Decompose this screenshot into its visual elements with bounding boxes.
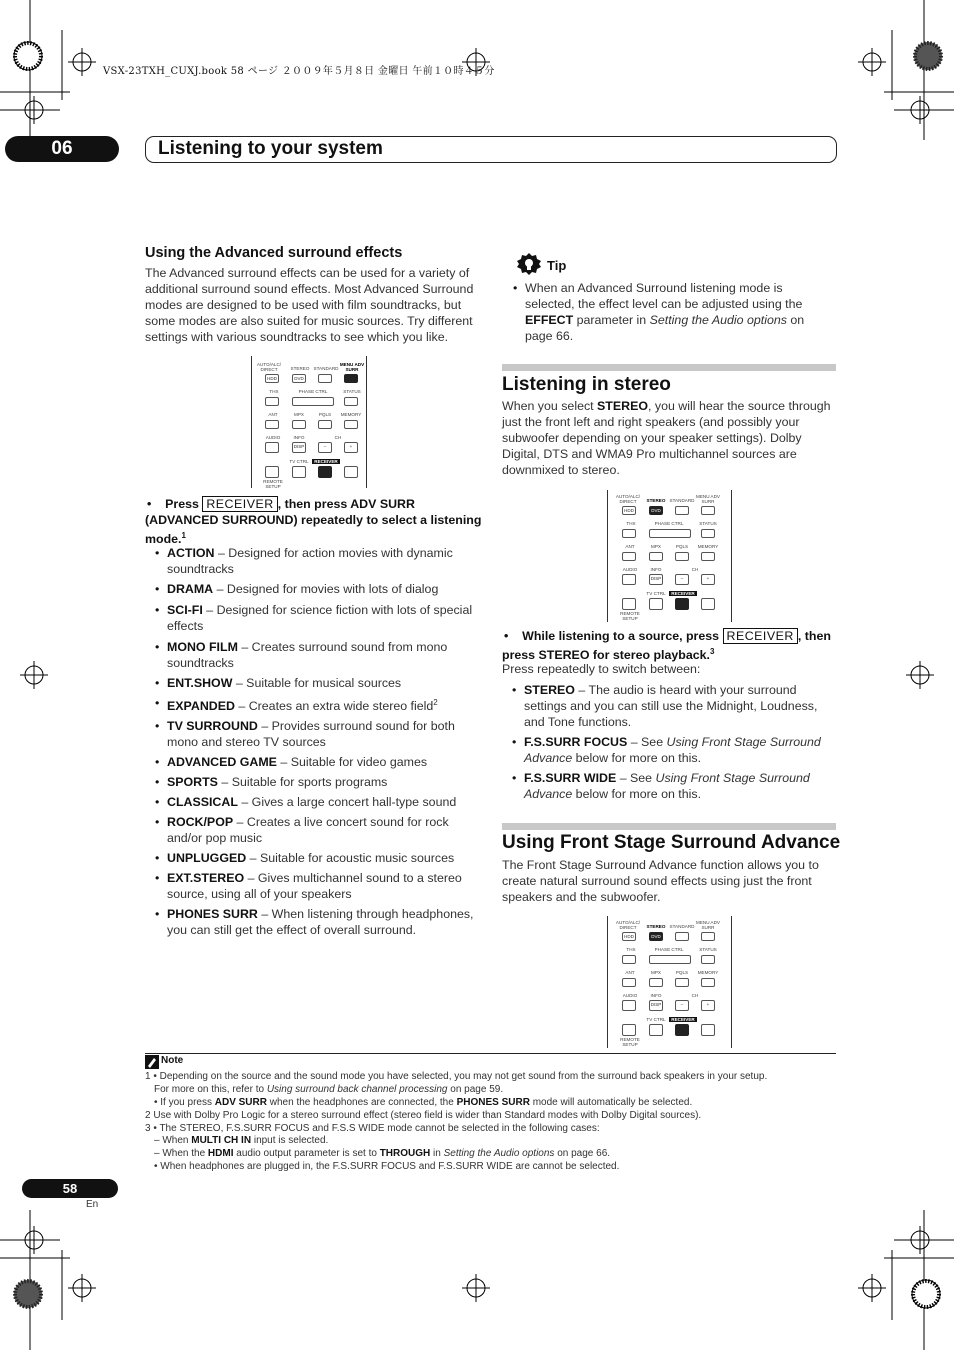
note-divider [145,1053,836,1054]
remote-label-pqls: PQLS [675,970,689,975]
remote-standard-button[interactable] [675,506,689,515]
remote-ch-minus-button[interactable]: – [318,442,332,453]
list-item: • EXT.STEREO – Gives multichannel sound to a stereo source, using all of your speakers [145,870,485,902]
remote-label-phase: PHASE CTRL [654,521,684,526]
list-item: • UNPLUGGED – Suitable for acoustic music sources [145,850,485,866]
remote-thx-button[interactable] [265,397,279,406]
remote-phase-ctrl-button[interactable] [649,529,691,538]
remote-setup-button[interactable] [622,598,636,610]
footnote-line: 1 • Depending on the source and the sound mode you have selected, you may not get sound from the surround back speakers in your setup. [145,1071,768,1082]
note-label: Note [161,1055,184,1066]
remote-label-tv-ctrl: TV CTRL [646,1017,666,1022]
remote-label-stereo: STEREO [646,924,666,929]
list-item: • SCI-FI – Designed for science fiction with lots of special effects [145,602,485,634]
section-heading-stereo: Listening in stereo [502,374,671,395]
footnote-line: – When MULTI CH IN input is selected. [154,1135,329,1146]
remote-light-button[interactable] [701,1024,715,1036]
remote-setup-button[interactable] [622,1024,636,1036]
remote-label-remote-setup: REMOTE SETUP [620,611,640,621]
remote-label-ant: ANT [625,544,635,549]
remote-status-button[interactable] [701,955,715,964]
remote-label-ant: ANT [625,970,635,975]
list-item: • DRAMA – Designed for movies with lots of dialog [145,581,485,597]
remote-illustration-adv-surr [251,356,367,488]
chapter-title: Listening to your system [145,136,837,163]
footnote-line: 3 • The STEREO, F.S.SURR FOCUS and F.S.S WIDE mode cannot be selected in the following cases: [145,1123,600,1134]
list-item: • CLASSICAL – Gives a large concert hall-type sound [145,794,485,810]
footnote-ref-1: 1 [181,531,186,540]
chapter-number: 06 [5,136,119,162]
remote-standard-button[interactable] [675,932,689,941]
list-item: • MONO FILM – Creates surround sound from mono soundtracks [145,639,485,671]
list-item: • TV SURROUND – Provides surround sound for both mono and stereo TV sources [145,718,485,750]
remote-label-menu-adv-surr: MENU ADV SURR [696,494,720,504]
footnote-ref-2: 2 [433,698,438,707]
remote-pqls-button[interactable] [318,420,332,429]
remote-receiver-button[interactable] [675,598,689,610]
remote-tv-ctrl-button[interactable] [649,598,663,610]
remote-label-remote-setup: REMOTE SETUP [263,479,283,489]
remote-receiver-button[interactable] [675,1024,689,1036]
list-item: • EXPANDED – Creates an extra wide stereo field$^2$ [145,695,485,714]
remote-standard-button[interactable] [318,374,332,383]
remote-audio-button[interactable] [622,1000,636,1011]
stereo-step-sub: Press repeatedly to switch between: [502,662,701,676]
remote-hdd-button[interactable]: HDD [265,374,279,383]
remote-label-audio: AUDIO [622,567,638,572]
remote-setup-button[interactable] [265,466,279,478]
tip-text: • When an Advanced Surround listening mode is selected, the effect level can be adjusted using the EFFECT parameter in Setting the Audio options on page 66. [503,280,833,344]
footnote-line: 2 Use with Dolby Pro Logic for a stereo surround effect (stereo field is wider than Standard modes with Dolby Digital sources). [145,1110,702,1121]
remote-mpx-button[interactable] [649,552,663,561]
remote-label-tv-ctrl: TV CTRL [289,459,309,464]
remote-disp-button[interactable]: DISP [649,574,663,585]
remote-label-status: STATUS [699,947,717,952]
remote-label-mpx: MPX [651,544,661,549]
remote-label-memory: MEMORY [340,412,362,417]
step-instruction: , then press ADV SURR (ADVANCED SURROUND) repeatedly to select a listening mode. [145,497,482,547]
remote-ch-plus-button[interactable]: + [701,574,715,585]
remote-ant-button[interactable] [622,552,636,561]
remote-phase-ctrl-button[interactable] [649,955,691,964]
receiver-key-label: RECEIVER [202,496,277,512]
remote-label-status: STATUS [343,389,361,394]
remote-status-button[interactable] [344,397,358,406]
remote-disp-button[interactable]: DISP [292,442,306,453]
section-heading-advanced-surround: Using the Advanced surround effects [145,245,403,261]
remote-illustration-fssa [607,916,732,1048]
footnote-ref-3: 3 [709,647,715,656]
remote-label-receiver: RECEIVER [669,591,697,596]
remote-hdd-button[interactable]: HDD [622,932,636,941]
remote-label-audio: AUDIO [622,993,638,998]
remote-label-stereo: STEREO [290,366,310,371]
list-item: • ADVANCED GAME – Suitable for video games [145,754,485,770]
stereo-paragraph: When you select STEREO, you will hear the source through just the front left and right speakers (and possibly your subwoofer depending on your speaker settings). Dolby Digital, DTS and WMA9 Pro multichannel sources are downmixed to stereo. [502,399,831,477]
remote-label-mpx: MPX [294,412,304,417]
receiver-key-label: RECEIVER [723,628,798,644]
remote-label-pqls: PQLS [675,544,689,549]
fssa-paragraph: The Front Stage Surround Advance function allows you to create natural surround sound effects using just the front speakers and the subwoofer. [502,858,819,904]
remote-label-ch: CH [691,567,699,572]
footnote-line: • If you press ADV SURR when the headphones are connected, the PHONES SURR mode will automatically be selected. [154,1097,693,1108]
tip-list [503,280,833,348]
remote-label-receiver: RECEIVER [669,1017,697,1022]
remote-label-phase: PHASE CTRL [298,389,328,394]
remote-tv-ctrl-button[interactable] [649,1024,663,1036]
remote-label-receiver: RECEIVER [312,459,340,464]
remote-label-ch: CH [334,435,342,440]
remote-light-button[interactable] [701,598,715,610]
remote-ch-plus-button[interactable]: + [344,442,358,453]
remote-disp-button[interactable]: DISP [649,1000,663,1011]
remote-label-status: STATUS [699,521,717,526]
remote-tv-ctrl-button[interactable] [292,466,306,478]
remote-label-tv-ctrl: TV CTRL [646,591,666,596]
remote-label-mpx: MPX [651,970,661,975]
remote-ant-button[interactable] [622,978,636,987]
remote-status-button[interactable] [701,529,715,538]
remote-ch-minus-button[interactable]: – [675,1000,689,1011]
remote-adv-surr-button[interactable] [344,374,358,383]
step-stereo: • While listening to a source, press RECEIVER , then press STEREO for stereo playback.$^3$ [502,629,831,663]
remote-label-audio: AUDIO [265,435,281,440]
remote-memory-button[interactable] [701,978,715,987]
remote-ch-plus-button[interactable]: + [701,1000,715,1011]
tip-label: Tip [547,258,567,273]
remote-label-info: INFO [650,993,662,998]
tip-icon [516,252,542,281]
remote-hdd-button[interactable]: HDD [622,506,636,515]
remote-thx-button[interactable] [622,529,636,538]
remote-thx-button[interactable] [622,955,636,964]
remote-audio-button[interactable] [622,574,636,585]
page-number: 58 [22,1179,118,1198]
footnote-line: For more on this, refer to Using surround back channel processing on page 59. [154,1084,504,1095]
remote-label-menu-adv-surr: MENU ADV SURR [696,920,720,930]
remote-audio-button[interactable] [265,442,279,453]
section-heading-fssa: Using Front Stage Surround Advance [502,832,841,853]
stereo-options-list [502,682,836,806]
list-item: • ROCK/POP – Creates a live concert sound for rock and/or pop music [145,814,485,846]
footnote-line: – When the HDMI audio output parameter is set to THROUGH in Setting the Audio options on page 66. [154,1148,611,1159]
section-bar [502,823,836,830]
remote-label-info: INFO [650,567,662,572]
remote-illustration-stereo [607,490,732,622]
remote-label-pqls: PQLS [318,412,332,417]
list-item: • SPORTS – Suitable for sports programs [145,774,485,790]
step-press-word: Press [165,497,199,511]
remote-stereo-dvd-button[interactable]: DVD [649,506,663,515]
list-item: • F.S.SURR WIDE – See Using Front Stage Surround Advance below for more on this. [502,770,836,802]
advanced-surround-intro: The Advanced surround effects can be used for a variety of additional surround sound effects. Most Advanced Surround modes are designed to be used with film soundtracks, but some modes are also suited for music sources. Try different settings with various soundtracks to see which you like. [145,266,474,344]
remote-ch-minus-button[interactable]: – [675,574,689,585]
remote-label-thx: THX [269,389,279,394]
list-item: • ENT.SHOW – Suitable for musical sources [145,675,485,691]
remote-label-memory: MEMORY [697,544,719,549]
list-item: • F.S.SURR FOCUS – See Using Front Stage Surround Advance below for more on this. [502,734,836,766]
advanced-mode-list [145,545,485,942]
remote-pqls-button[interactable] [675,978,689,987]
remote-label-ant: ANT [268,412,278,417]
remote-dvd-button[interactable]: DVD [292,374,306,383]
remote-label-thx: THX [626,947,636,952]
remote-label-standard: STANDARD [669,924,695,929]
remote-label-thx: THX [626,521,636,526]
remote-label-stereo: STEREO [646,498,666,503]
list-item: • STEREO – The audio is heard with your surround settings and you can still use the Midnight, Loudness, and Tone functions. [502,682,836,730]
remote-label-remote-setup: REMOTE SETUP [620,1037,640,1047]
remote-label-info: INFO [293,435,305,440]
remote-label-auto: AUTO/ALC/ DIRECT [256,362,282,372]
section-bar [502,364,836,371]
step-adv-surr: • Press RECEIVER , then press ADV SURR (ADVANCED SURROUND) repeatedly to select a listening mode.$^1$ [145,497,482,547]
remote-label-auto: AUTO/ALC/ DIRECT [615,494,641,504]
footnote-line: • When headphones are plugged in, the F.S.SURR FOCUS and F.S.SURR WIDE are cannot be selected. [154,1161,620,1172]
remote-label-ch: CH [691,993,699,998]
list-item: • PHONES SURR – When listening through headphones, you can still get the effect of overall surround. [145,906,485,938]
remote-mpx-button[interactable] [649,978,663,987]
list-item: • ACTION – Designed for action movies with dynamic soundtracks [145,545,485,577]
remote-label-standard: STANDARD [313,366,339,371]
remote-label-phase: PHASE CTRL [654,947,684,952]
file-info-line: VSX-23TXH_CUXJ.book 58 ページ ２００９年５月８日 金曜日 午前１０時４５分 [103,66,495,77]
remote-mpx-button[interactable] [292,420,306,429]
remote-pqls-button[interactable] [675,552,689,561]
language-label: En [86,1199,99,1210]
remote-adv-surr-button[interactable] [701,932,715,941]
remote-memory-button[interactable] [344,420,358,429]
remote-receiver-button[interactable] [318,466,332,478]
remote-memory-button[interactable] [701,552,715,561]
remote-stereo-dvd-button[interactable]: DVD [649,932,663,941]
remote-adv-surr-button[interactable] [701,506,715,515]
remote-ant-button[interactable] [265,420,279,429]
remote-label-memory: MEMORY [697,970,719,975]
remote-label-auto: AUTO/ALC/ DIRECT [615,920,641,930]
remote-label-menu-adv-surr: MENU ADV SURR [339,362,365,372]
remote-light-button[interactable] [344,466,358,478]
remote-label-standard: STANDARD [669,498,695,503]
remote-phase-ctrl-button[interactable] [292,397,334,406]
